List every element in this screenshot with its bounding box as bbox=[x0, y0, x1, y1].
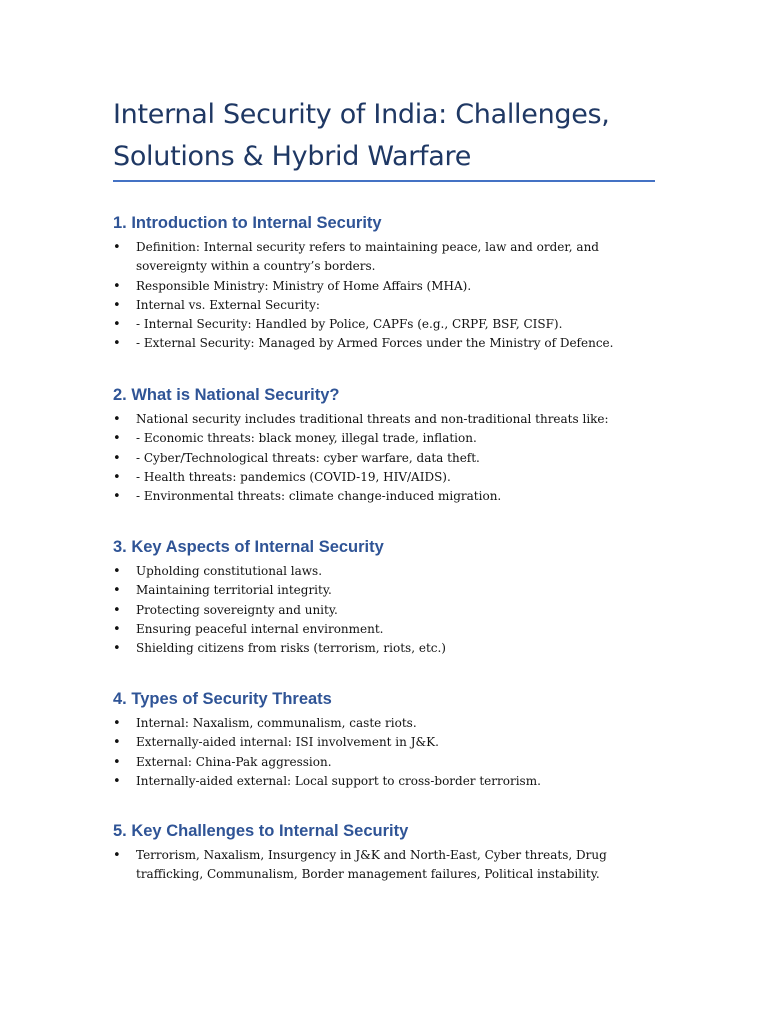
bullet-icon: • bbox=[113, 754, 121, 770]
bullet-icon: • bbox=[113, 412, 121, 427]
section-heading: 4. Types of Security Threats bbox=[113, 690, 332, 708]
list-item-text: - Environmental threats: climate change-induced migration. bbox=[136, 489, 502, 504]
list-item bbox=[113, 449, 673, 468]
bullet-list bbox=[113, 238, 673, 354]
list-item bbox=[113, 714, 673, 733]
list-item-text: - Economic threats: black money, illegal trade, inflation. bbox=[136, 431, 477, 446]
list-item bbox=[113, 468, 673, 487]
section-heading: 2. What is National Security? bbox=[113, 386, 340, 404]
section-heading: 3. Key Aspects of Internal Security bbox=[113, 538, 384, 556]
list-item bbox=[113, 639, 673, 658]
list-item bbox=[113, 620, 673, 639]
bullet-icon: • bbox=[113, 735, 121, 751]
list-item-text: - Cyber/Technological threats: cyber warfare, data theft. bbox=[136, 450, 480, 465]
list-item-text: Internal vs. External Security: bbox=[136, 297, 320, 312]
list-item-text: - External Security: Managed by Armed Forces under the Ministry of Defence. bbox=[136, 336, 614, 351]
bullet-icon: • bbox=[113, 773, 121, 789]
list-item bbox=[113, 733, 673, 752]
list-item bbox=[113, 429, 673, 448]
bullet-icon: • bbox=[113, 469, 121, 485]
list-item bbox=[113, 753, 673, 772]
list-item bbox=[113, 296, 673, 315]
bullet-icon: • bbox=[113, 621, 121, 637]
document-title: Internal Security of India: Challenges, Solutions & Hybrid Warfare bbox=[113, 99, 610, 172]
bullet-icon: • bbox=[113, 716, 121, 731]
list-item bbox=[113, 846, 673, 885]
bullet-icon: • bbox=[113, 602, 121, 618]
section-key-aspects bbox=[113, 537, 673, 658]
section-heading: 1. Introduction to Internal Security bbox=[113, 214, 382, 232]
bullet-icon: • bbox=[113, 278, 121, 294]
list-item bbox=[113, 238, 673, 277]
bullet-icon: • bbox=[113, 848, 121, 863]
bullet-list bbox=[113, 714, 673, 791]
list-item bbox=[113, 581, 673, 600]
list-item-text: National security includes traditional threats and non-traditional threats like: bbox=[136, 412, 609, 426]
bullet-icon: • bbox=[113, 317, 121, 333]
list-item-text: Definition: Internal security refers to maintaining peace, law and order, and sovereignty within a country’s borders. bbox=[136, 240, 599, 274]
section-national-security bbox=[113, 385, 673, 506]
bullet-icon: • bbox=[113, 583, 121, 599]
list-item-text: - Health threats: pandemics (COVID-19, HIV/AIDS). bbox=[136, 469, 451, 484]
section-threat-types bbox=[113, 689, 673, 791]
bullet-icon: • bbox=[113, 240, 121, 255]
bullet-icon: • bbox=[113, 297, 121, 313]
bullet-list bbox=[113, 410, 673, 506]
list-item bbox=[113, 601, 673, 620]
list-item bbox=[113, 487, 673, 506]
list-item-text: Protecting sovereignty and unity. bbox=[136, 602, 338, 617]
section-heading: 5. Key Challenges to Internal Security bbox=[113, 822, 409, 840]
bullet-icon: • bbox=[113, 336, 121, 352]
list-item bbox=[113, 315, 673, 334]
list-item bbox=[113, 562, 673, 581]
list-item-text: Maintaining territorial integrity. bbox=[136, 583, 332, 598]
list-item-text: Internal: Naxalism, communalism, caste riots. bbox=[136, 716, 417, 730]
bullet-icon: • bbox=[113, 431, 121, 447]
list-item-text: - Internal Security: Handled by Police, CAPFs (e.g., CRPF, BSF, CISF). bbox=[136, 317, 563, 332]
list-item-text: Responsible Ministry: Ministry of Home Affairs (MHA). bbox=[136, 278, 472, 293]
list-item-text: Upholding constitutional laws. bbox=[136, 564, 323, 578]
bullet-list bbox=[113, 846, 673, 885]
bullet-icon: • bbox=[113, 489, 121, 505]
section-key-challenges bbox=[113, 821, 673, 885]
bullet-icon: • bbox=[113, 564, 121, 579]
bullet-list bbox=[113, 562, 673, 658]
bullet-icon: • bbox=[113, 450, 121, 466]
title-underline bbox=[113, 180, 655, 182]
list-item bbox=[113, 334, 673, 353]
list-item-text: Ensuring peaceful internal environment. bbox=[136, 621, 384, 636]
bullet-icon: • bbox=[113, 641, 121, 657]
list-item-text: Shielding citizens from risks (terrorism, riots, etc.) bbox=[136, 641, 446, 656]
list-item bbox=[113, 410, 673, 429]
list-item-text: External: China-Pak aggression. bbox=[136, 754, 332, 769]
list-item bbox=[113, 772, 673, 791]
section-introduction bbox=[113, 213, 673, 354]
list-item-text: Externally-aided internal: ISI involvement in J&K. bbox=[136, 735, 439, 750]
list-item-text: Terrorism, Naxalism, Insurgency in J&K and North-East, Cyber threats, Drug trafficking, Communalism, Border management failures, Political instability. bbox=[136, 848, 607, 882]
list-item bbox=[113, 277, 673, 296]
list-item-text: Internally-aided external: Local support to cross-border terrorism. bbox=[136, 773, 541, 788]
